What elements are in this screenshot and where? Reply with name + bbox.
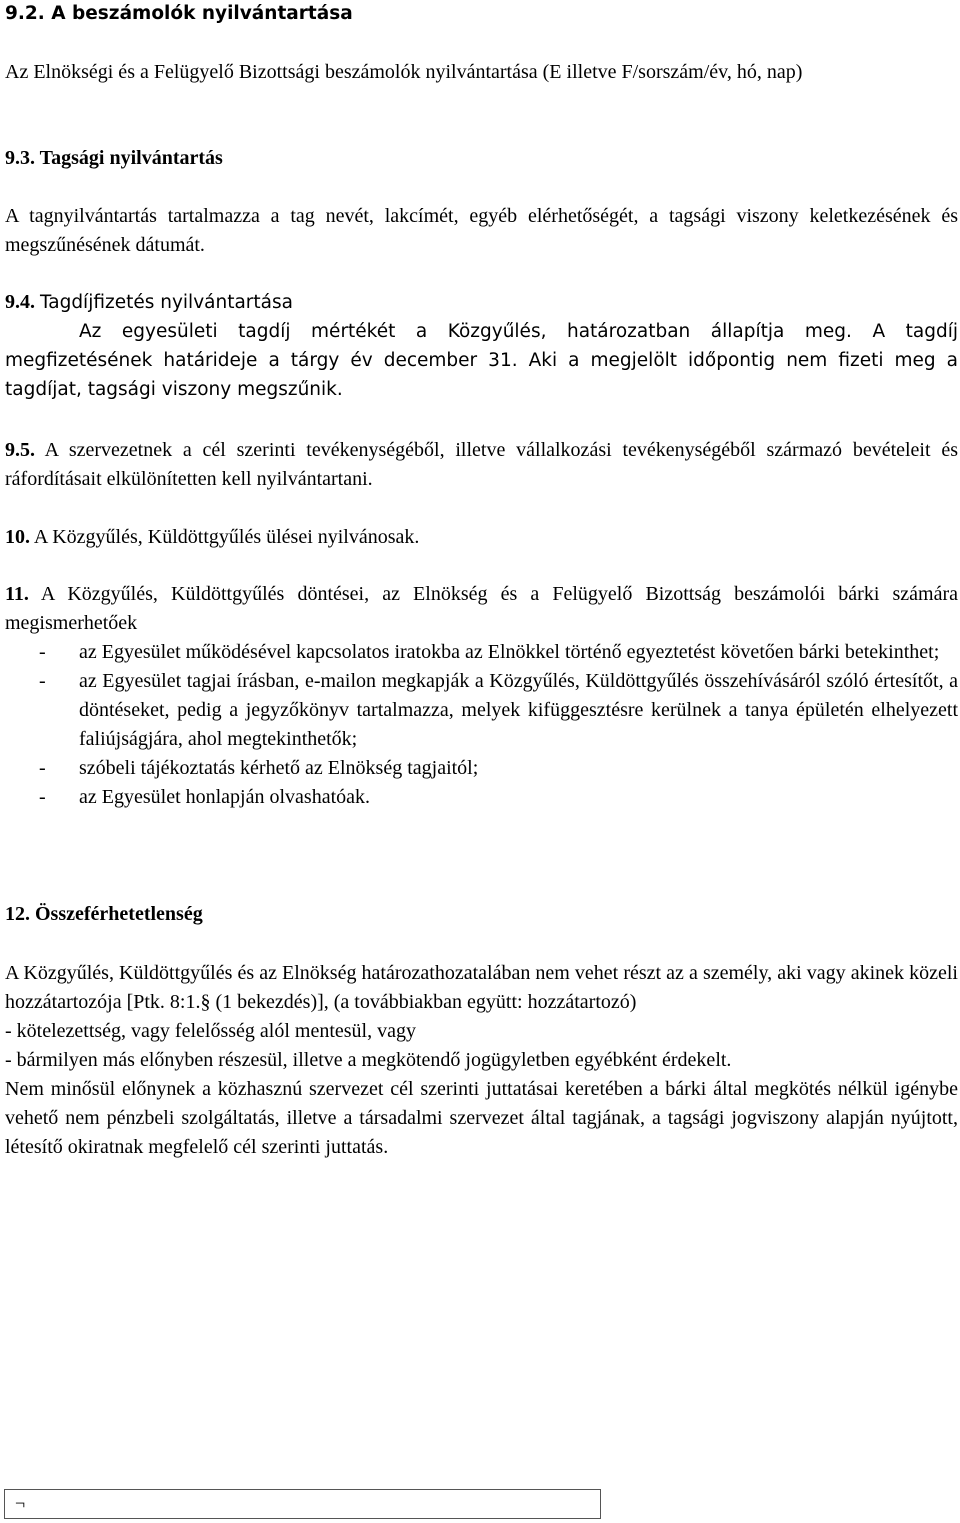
section-heading: Tagdíjfizetés nyilvántartása — [40, 292, 293, 313]
section-body — [5, 436, 958, 494]
list-item-text: szóbeli tájékoztatás kérhető az Elnökség tagjaitól; — [79, 757, 479, 779]
section-9-4 — [5, 288, 958, 404]
list-item-text: az Egyesület tagjai írásban, e-mailon megkapják a Közgyűlés, Küldöttgyűlés összehívásáról szóló értesítőt, a döntéseket, pedig a jegyzőkönyv tartalmazza, melyek kifüggesztésre kerülnek a tanya épületén elhelyezett faliújságjára, ahol megtekinthetők; — [79, 670, 958, 750]
section-body — [5, 523, 958, 552]
section-number: 9.5. — [5, 439, 35, 461]
body-part: Az egyesületi tagdíj mértékét a Közgyűlés, határozatban állapítja meg. — [79, 321, 852, 342]
list-item-text: az Egyesület honlapján olvashatóak. — [79, 786, 371, 808]
section-paragraph: - kötelezettség, vagy felelősség alól mentesül, vagy — [5, 1020, 416, 1042]
section-heading: 9.2. A beszámolók nyilvántartása — [5, 3, 353, 24]
section-9-5 — [5, 436, 958, 494]
section-9-3 — [5, 144, 958, 260]
list-item — [5, 667, 958, 754]
list-dash: - — [39, 757, 46, 779]
body-part: A tagdíj megfizetésének határideje a tárgy év december 31. — [5, 321, 958, 371]
list-dash: - — [39, 670, 46, 692]
section-heading: 12. Összeférhetetlenség — [5, 903, 203, 925]
section-paragraph: - bármilyen más előnyben részesül, illetve a megkötendő jogügyletben egyébként érdekelt. — [5, 1049, 732, 1071]
section-paragraph: A Közgyűlés, Küldöttgyűlés és az Elnökség határozathozatalában nem vehet részt az a személy, aki vagy akinek közeli hozzátartozója [Ptk. 8:1.§ (1 bekezdés)], (a továbbiakban együtt: hozzátartozó) — [5, 962, 958, 1013]
list-item — [5, 638, 958, 667]
list-dash: - — [39, 786, 46, 808]
section-12 — [5, 900, 958, 1162]
section-heading: 9.3. Tagsági nyilvántartás — [5, 147, 223, 169]
section-number: 10. — [5, 526, 30, 548]
list-item-text: az Egyesület működésével kapcsolatos iratokba az Elnökkel történő egyeztetést követően bárki betekinthet; — [79, 641, 940, 663]
section-number: 11. — [5, 583, 29, 605]
body-text: A Közgyűlés, Küldöttgyűlés ülései nyilvánosak. — [30, 526, 420, 548]
disclosure-list — [5, 638, 958, 812]
footer-mark: ¬ — [15, 1493, 26, 1513]
list-item — [5, 783, 958, 812]
body-text: A szervezetnek a cél szerinti tevékenységéből, illetve vállalkozási tevékenységéből származó bevételeit és ráfordításait elkülönítetten kell nyilvántartani. — [5, 439, 958, 490]
section-body — [5, 317, 958, 404]
section-number: 9.4. — [5, 291, 35, 313]
section-heading-line — [5, 288, 958, 317]
footer-box — [4, 1489, 601, 1519]
list-item — [5, 754, 958, 783]
section-body: Az Elnökségi és a Felügyelő Bizottsági beszámolók nyilvántartása (E illetve F/sorszám/év, hó, nap) — [5, 61, 803, 83]
section-intro — [5, 580, 958, 638]
section-paragraph: Nem minősül előnynek a közhasznú szervezet cél szerinti juttatásai keretében a bárki által megkötés nélkül igénybe vehető nem pénzbeli szolgáltatás, illetve a társadalmi szervezet által tagjának, a tagsági jogviszony alapján nyújtott, létesítő okiratnak megfelelő cél szerinti juttatás. — [5, 1078, 958, 1158]
body-part: Aki a megjelölt időpontig nem fizeti meg a tagdíjat, tagsági viszony megszűnik. — [5, 350, 958, 400]
body-text: A Közgyűlés, Küldöttgyűlés döntései, az Elnökség és a Felügyelő Bizottság beszámolói bárki számára megismerhetőek — [5, 583, 958, 634]
section-body: A tagnyilvántartás tartalmazza a tag nevét, lakcímét, egyéb elérhetőségét, a tagsági viszony keletkezésének és megszűnésének dátumát. — [5, 205, 958, 256]
list-dash: - — [39, 641, 46, 663]
section-10 — [5, 523, 958, 552]
section-9-2 — [5, 0, 958, 87]
section-11 — [5, 580, 958, 812]
